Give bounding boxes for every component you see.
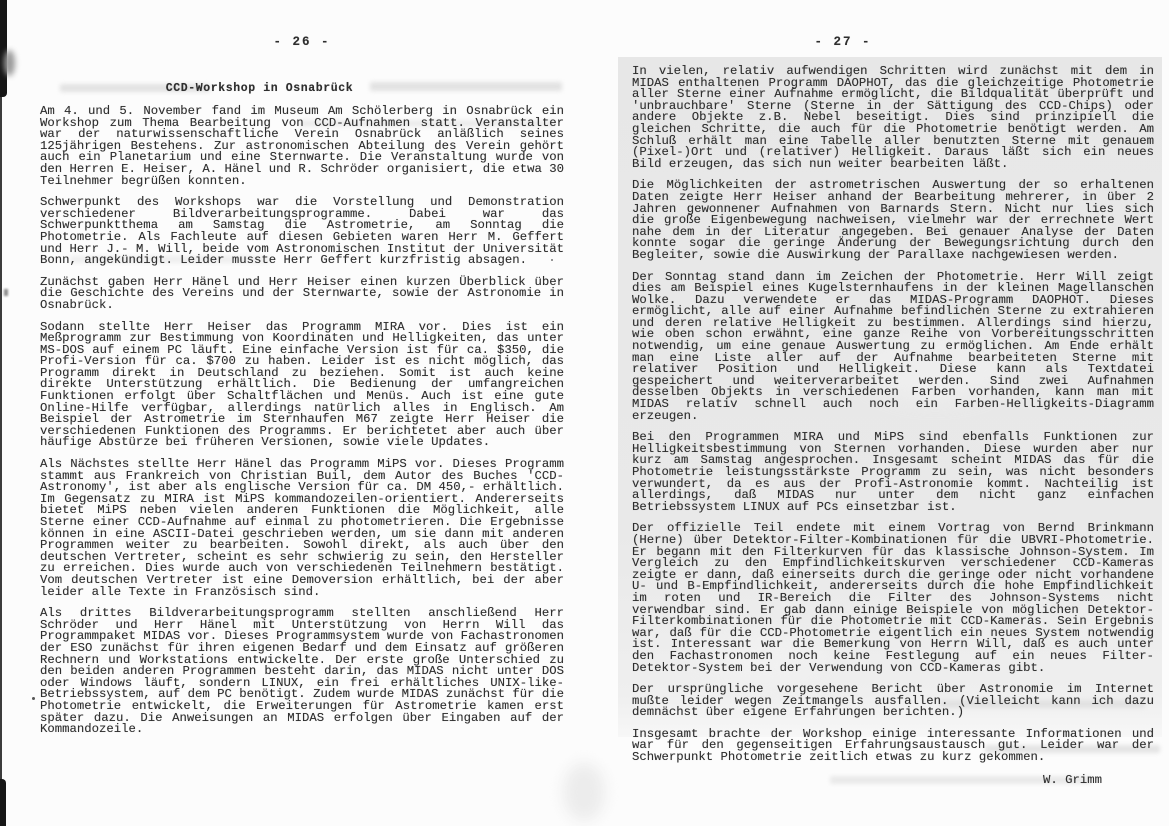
page-26	[40, 36, 564, 746]
page-number-right: - 27 -	[814, 35, 872, 49]
scan-edge-tick	[4, 289, 8, 296]
scan-edge-blob	[4, 50, 15, 76]
scan-edge-artifact-top	[0, 0, 7, 97]
paragraph: Bei den Programmen MIRA und MiPS sind ebenfalls Funktionen zur Helligkeitsbestimmung von Sternen vorhanden. Diese wurden aber nur kurz am Samstag angesprochen. Insgesamt scheint MIDAS das für die Photometrie leistungsstärkste Programm zu sein, was nicht besonders verwundert, da es aus der Profi-Astronomie kommt. Nachteilig ist allerdings, daß MIDAS nur unter dem nicht ganz einfachen Betriebssystem LINUX auf PCs einsetzbar ist.	[632, 430, 1154, 514]
paragraph: In vielen, relativ aufwendigen Schritten wird zunächst mit dem in MIDAS enthaltenen Programm DAOPHOT, das die gleichzeitige Photometrie aller Sterne einer Aufnahme ermöglicht, die Bildqualität überprüft und 'unbrauchbare' Sterne (Sterne in der Sättigung des CCD-Chips) oder andere Objekte z.B. Nebel beseitigt. Dies sind prinzipiell die gleichen Schritte, die auch für die Photometrie benötigt werden. Am Schluß erhält man eine Tabelle aller benutzten Sterne mit genauem (Pixel-)Ort und (relativer) Helligkeit. Daraus läßt sich ein neues Bild erzeugen, das sich nun weiter bearbeiten läßt.	[632, 64, 1154, 171]
paragraph: Der ursprüngliche vorgesehene Bericht über Astronomie im Internet mußte leider wegen Zeitmangels ausfallen. (Vielleicht kann ich dazu demnächst über eigene Erfahrungen berichten.)	[632, 682, 1154, 720]
scan-smudge	[563, 763, 605, 821]
paragraph: Insgesamt brachte der Workshop einige interessante Informationen und war für den gegenseitigen Erfahrungsaustausch gut. Leider war der Schwerpunkt Photometrie zeitlich etwas zu kurz gekommen.	[632, 726, 1154, 765]
paragraph: Der offizielle Teil endete mit einem Vortrag von Bernd Brinkmann (Herne) über Detektor-Filter-Kombinationen für die UBVRI-Photometrie. Er begann mit den Filterkurven für das klassische Johnson-System. Im Vergleich zu den Empfindlichkeitskurven verschiedener CCD-Kameras zeigte er dann, daß einerseits durch die geringe oder nicht vorhandene U- und B-Empfindlichkeit, andererseits durch die hohe Empfindlichkeit im roten und IR-Bereich die Filter des Johnson-Systems nicht verwendbar sind. Er gab dann einige Beispiele von möglichen Detektor-Filterkombinationen für die Photometrie mit CCD-Kameras. Sein Ergebnis war, daß für die CCD-Photometrie eigentlich ein neues System notwendig ist. Interessant war die Bemerkung von Herrn Will, daß es auch unter den Fachastronomen noch keine Festlegung auf ein neues Filter-Detektor-System bei der Verwendung von CCD-Kameras gibt.	[632, 521, 1154, 675]
paragraph: Am 4. und 5. November fand im Museum Am Schölerberg in Osnabrück ein Workshop zum Thema Bearbeitung von CCD-Aufnahmen statt. Veranstalter war der naturwissenschaftliche Verein Osnabrück anläßlich seines 125jährigen Bestehens. Zur astronomischen Abteilung des Verein gehört auch ein Planetarium und eine Sternwarte. Die Veranstaltung wurde von den Herren E. Heiser, A. Hänel und R. Schröder organisiert, die etwa 30 Teilnehmer begrüßen konnten.	[40, 104, 564, 188]
paragraph: Schwerpunkt des Workshops war die Vorstellung und Demonstration verschiedener Bildverarbeitungsprogramme. Dabei war das Schwerpunktthema am Samstag die Astrometrie, am Sonntag die Photometrie. Als Fachleute auf diesen Gebieten waren Herr M. Geffert und Herr J.- M. Will, beide vom Astronomischen Institut der Universität Bonn, angekündigt. Leider musste Herr Geffert kurzfristig absagen.	[40, 195, 564, 268]
paragraph: Als drittes Bildverarbeitungsprogramm stellten anschließend Herr Schröder und Herr Hänel mit Unterstützung von Herrn Will das Programmpaket MIDAS vor. Dieses Programmsystem wurde von Fachastronomen der ESO zunächst für ihren eigenen Bedarf und dem Einsatz auf größeren Rechnern und Workstations entwickelte. Der erste große Unterschied zu den beiden anderen Programmen besteht darin, das MIDAS nicht unter DOS oder Windows läuft, sondern LINUX, ein frei erhältliches UNIX-like-Betriebssystem, auf dem PC benötigt. Zudem wurde MIDAS zunächst für die Photometrie entwickelt, die Erweiterungen für Astrometrie kamen erst später dazu. Die Anweisungen an MIDAS erfolgen über Eingaben auf der Kommandozeile.	[40, 606, 564, 737]
scan-edge-line	[0, 0, 2, 826]
paragraph: Sodann stellte Herr Heiser das Programm MIRA vor. Dies ist ein Meßprogramm zur Bestimmung von Koordinaten und Helligkeiten, das unter MS-DOS auf einem PC läuft. Eine einfache Version ist für ca. $350, die Profi-Version für ca. $700 zu haben. Leider ist es nicht möglich, das Programm direkt in Deutschland zu beziehen. Somit ist auch keine direkte Unterstützung erhältlich. Die Bedienung der umfangreichen Funktionen erfolgt über Schaltflächen und Menüs. Auch ist eine gute Online-Hilfe verfügbar, allerdings natürlich alles in Englisch. Am Beispiel der Astrometrie im Sternhaufen M67 zeigte Herr Heiser die verschiedenen Funktionen des Programms. Er berichtetet aber auch über häufige Abstürze bei früheren Versionen, sowie viele Updates.	[40, 319, 564, 450]
paragraph: Der Sonntag stand dann im Zeichen der Photometrie. Herr Will zeigt dies am Beispiel eines Kugelsternhaufens in der kleinen Magellanschen Wolke. Dazu verwendete er das MIDAS-Programm DAOPHOT. Dieses ermöglicht, alle auf einer Aufnahme befindlichen Sterne zu extrahieren und deren relative Helligkeit zu bestimmen. Allerdings sind hierzu, wie oben schon erwähnt, eine ganze Reihe von Vorbereitungsschritten notwendig, um eine genaue Auswertung zu ermöglichen. Am Ende erhält man eine Liste aller auf der Aufnahme bearbeiteten Sterne mit relativer Position und Helligkeit. Diese kann als Textdatei gespeichert und weiterverarbeitet werden. Sind zwei Aufnahmen desselben Objekts in verschiedenen Farben vorhanden, kann man mit MIDAS relativ schnell auch noch ein Farben-Helligkeits-Diagramm erzeugen.	[632, 269, 1154, 423]
paragraph: Zunächst gaben Herr Hänel und Herr Heiser einen kurzen Überblick über die Geschichte des Vereins und der Sternwarte, sowie der Astronomie in Osnabrück.	[40, 274, 564, 312]
author-signature: W. Grimm	[1042, 772, 1102, 787]
page-27	[632, 36, 1154, 786]
paragraph: Die Möglichkeiten der astrometrischen Auswertung der so erhaltenen Daten zeigte Herr Heiser anhand der Bearbeitung mehrerer, in über 2 Jahren gewonnener Aufnahmen von Barnards Stern. Nicht nur lies sich die große Eigenbewegung nachweisen, vielmehr war der errechnete Wert nahe dem in der Literatur angegeben. Bei genauer Analyse der Daten konnte sogar die geringe Änderung der Bewegungsrichtung durch den Begleiter, sowie die Auswirkung der Parallaxe nachgewiesen werden.	[632, 178, 1154, 262]
article-title: CCD-Workshop in Osnabrück	[165, 82, 354, 95]
scan-speck	[32, 697, 35, 700]
page-number-left: - 26 -	[273, 35, 331, 49]
scan-speck	[551, 259, 553, 261]
paragraph: Als Nächstes stellte Herr Hänel das Programm MiPS vor. Dieses Programm stammt aus Frankreich von Christian Buil, dem Autor des Buches 'CCD-Astronomy', ist aber als englische Version für ca. DM 450,- erhältlich. Im Gegensatz zu MIRA ist MiPS kommandozeilen-orientiert. Andererseits bietet MiPS neben vielen anderen Funktionen die Möglichkeit, alle Sterne einer CCD-Aufnahme auf einmal zu photometrieren. Die Ergebnisse können in eine ASCII-Datei geschrieben werden, um sie dann mit anderen Programmen weiter zu bearbeiten. Sowohl direkt, als auch über den deutschen Vertreter, scheint es sehr schwierig zu sein, den Hersteller zu erreichen. Dies wurde auch von verschiedenen Teilnehmern bestätigt. Vom deutschen Vertreter ist eine Demoversion erhältlich, bei der aber leider alle Texte in Französisch sind.	[40, 457, 564, 599]
scan-edge-artifact-bottom	[0, 779, 6, 826]
